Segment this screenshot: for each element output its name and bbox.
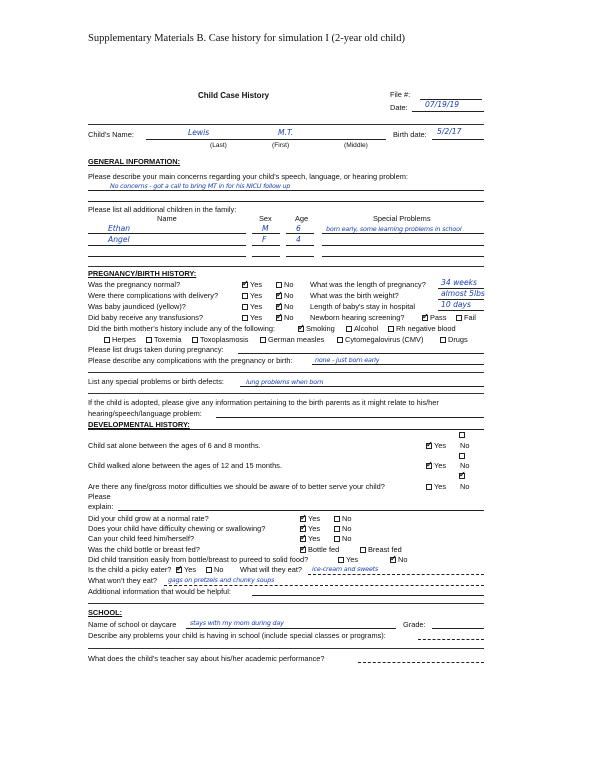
a-defects[interactable]: lung problems when born	[246, 378, 324, 386]
q-will-eat: What will they eat?	[240, 565, 303, 574]
birth-date-value[interactable]: 5/2/17	[437, 127, 462, 136]
q-preg-comp: Please describe any complications with the pregnancy or birth:	[88, 356, 293, 365]
sibling-row-line	[88, 233, 246, 234]
yes-label: Yes	[250, 291, 263, 300]
checkbox-icon	[242, 315, 248, 321]
motor-checked-box[interactable]	[459, 471, 467, 480]
walked-no: No	[460, 461, 470, 470]
checkbox-icon	[334, 526, 340, 532]
dev-heading: DEVELOPMENTAL HISTORY:	[88, 420, 190, 429]
checkbox-icon	[242, 304, 248, 310]
col-sex: Sex	[259, 214, 272, 223]
opt-cmv[interactable]	[337, 335, 423, 344]
no-label: No	[284, 302, 294, 311]
concerns-question: Please describe your main concerns regarding your child’s speech, language, or hearing problem:	[88, 172, 408, 181]
divider	[88, 393, 484, 394]
child-first-name[interactable]: M.T.	[278, 128, 294, 137]
no-label: No	[284, 313, 294, 322]
file-label: File #:	[390, 90, 411, 99]
drugs-line	[238, 353, 484, 354]
opt-breast-fed[interactable]	[360, 545, 402, 554]
a-wont-eat[interactable]: gags on pretzels and chunky soups	[168, 576, 275, 584]
complications-no[interactable]	[276, 291, 293, 300]
divider	[88, 266, 484, 267]
checkbox-checked-icon	[276, 304, 282, 310]
q-school-problems: Describe any problems your child is having in school (include special classes or programs):	[88, 631, 386, 640]
checkbox-icon	[334, 536, 340, 542]
normal-yes[interactable]	[242, 280, 262, 289]
sat-yes[interactable]	[426, 441, 446, 450]
grow-no[interactable]	[334, 514, 351, 523]
q-picky: Is the child a picky eater?	[88, 565, 172, 574]
q-complications: Were there complications with delivery?	[88, 291, 219, 300]
normal-no[interactable]	[276, 280, 293, 289]
yes-label: Yes	[184, 565, 197, 574]
q-transfusions: Did baby receive any transfusions?	[88, 313, 204, 322]
a-preg-comp[interactable]: none - just born early	[315, 356, 380, 364]
sibling-special[interactable]: born early, some learning problems in school	[326, 225, 462, 233]
no-label: No	[284, 291, 294, 300]
birth-date-line	[432, 139, 484, 140]
a-length[interactable]: 34 weeks	[441, 278, 477, 287]
adopt-line-1: If the child is adopted, please give any information pertaining to the birth parents as it might relate to his/her	[88, 398, 439, 407]
yes-label: Yes	[434, 482, 447, 491]
q-jaundiced: Was baby jaundiced (yellow)?	[88, 302, 186, 311]
no-label: No	[398, 555, 408, 564]
sibling-row-line	[252, 245, 280, 246]
birth-date-label: Birth date:	[393, 130, 427, 139]
opt-measles[interactable]	[260, 335, 324, 344]
transfusions-no[interactable]	[276, 313, 293, 322]
q-feed: Can your child feed him/herself?	[88, 534, 194, 543]
checkbox-icon	[338, 557, 344, 563]
walked-yes[interactable]	[426, 461, 446, 470]
sibling-sex[interactable]: M	[262, 224, 269, 233]
checkbox-icon	[146, 337, 152, 343]
opt-drugs[interactable]	[440, 335, 468, 344]
no-label: No	[342, 524, 352, 533]
walked-blank-checkbox[interactable]	[459, 451, 467, 460]
q-drugs: Please list drugs taken during pregnancy:	[88, 345, 224, 354]
divider	[88, 429, 484, 430]
screening-pass[interactable]	[422, 313, 446, 322]
wont-eat-line	[164, 585, 484, 586]
yes-label: Yes	[308, 514, 321, 523]
q-stay: Length of baby’s stay in hospital	[310, 302, 416, 311]
teacher-line	[358, 662, 484, 663]
q-screening: Newborn hearing screening?	[310, 313, 405, 322]
school-heading: SCHOOL:	[88, 608, 123, 617]
smoking-label: Smoking	[306, 324, 335, 333]
picky-no[interactable]	[206, 565, 223, 574]
checkbox-checked-icon	[298, 326, 304, 332]
checkbox-icon	[276, 282, 282, 288]
motor-no: No	[460, 482, 470, 491]
checkbox-checked-icon	[300, 536, 306, 542]
sibling-row-line	[252, 256, 280, 257]
q-length: What was the length of pregnancy?	[310, 280, 426, 289]
transition-yes[interactable]	[338, 555, 358, 564]
checkbox-icon	[459, 453, 465, 459]
checkbox-checked-icon	[276, 315, 282, 321]
checkbox-checked-icon	[426, 463, 432, 469]
sibling-sex[interactable]: F	[262, 235, 267, 244]
q-transition: Did child transition easily from bottle/breast to pureed to solid food?	[88, 555, 309, 564]
checkbox-checked-icon	[242, 282, 248, 288]
a-stay[interactable]: 10 days	[441, 300, 472, 309]
no-label: No	[342, 534, 352, 543]
checkbox-checked-icon	[426, 443, 432, 449]
screening-fail[interactable]	[456, 313, 476, 322]
child-name-label: Child’s Name:	[88, 130, 134, 139]
q-chewing: Does your child have difficulty chewing or swallowing?	[88, 524, 266, 533]
grade-label: Grade:	[403, 620, 426, 629]
opt-alcohol[interactable]	[346, 324, 378, 333]
checkbox-icon	[206, 567, 212, 573]
checkbox-icon	[260, 337, 266, 343]
picky-yes[interactable]	[176, 565, 196, 574]
sibling-row-line	[88, 245, 246, 246]
siblings-question: Please list all additional children in the family:	[88, 205, 237, 214]
cmv-label: Cytomegalovirus (CMV)	[345, 335, 424, 344]
toxo-label: Toxoplasmosis	[200, 335, 249, 344]
col-special: Special Problems	[373, 214, 431, 223]
last-label: (Last)	[210, 142, 227, 149]
sat-no: No	[460, 441, 470, 450]
feed-no[interactable]	[334, 534, 351, 543]
checkbox-checked-icon	[390, 557, 396, 563]
date-label: Date:	[390, 103, 408, 112]
pregnancy-heading: PREGNANCY/BIRTH HISTORY:	[88, 269, 197, 278]
q-mother: Did the birth mother’s history include any of the following:	[88, 324, 276, 333]
sibling-row-line	[252, 233, 280, 234]
opt-toxo[interactable]	[192, 335, 248, 344]
yes-label: Yes	[250, 280, 263, 289]
complications-yes[interactable]	[242, 291, 262, 300]
page-header: Supplementary Materials B. Case history for simulation I (2-year old child)	[88, 33, 405, 44]
chewing-no[interactable]	[334, 524, 351, 533]
please-label: Please	[88, 492, 111, 501]
concerns-answer[interactable]: No concerns - got a call to bring MT in for his NICU follow up	[110, 182, 291, 190]
concerns-line-2	[88, 201, 484, 202]
herpes-label: Herpes	[112, 335, 136, 344]
toxemia-label: Toxemia	[154, 335, 182, 344]
concerns-line	[88, 190, 484, 191]
q-defects: List any special problems or birth defects:	[88, 377, 224, 386]
yes-label: Yes	[434, 441, 447, 450]
jaundiced-yes[interactable]	[242, 302, 262, 311]
q-additional: Additional information that would be helpful:	[88, 587, 231, 596]
alcohol-label: Alcohol	[354, 324, 379, 333]
additional-line	[252, 595, 484, 596]
school-problems-line	[418, 639, 484, 640]
q-grow: Did your child grow at a normal rate?	[88, 514, 209, 523]
fail-label: Fail	[464, 313, 476, 322]
q-bottle: Was the child bottle or breast fed?	[88, 545, 200, 554]
grow-yes[interactable]	[300, 514, 320, 523]
preg-comp-line	[312, 364, 484, 365]
sibling-row-line	[322, 245, 484, 246]
bottle-label: Bottle fed	[308, 545, 340, 554]
yes-label: Yes	[434, 461, 447, 470]
opt-herpes[interactable]	[104, 335, 136, 344]
general-heading: GENERAL INFORMATION:	[88, 157, 181, 166]
grade-line	[432, 628, 484, 629]
sibling-row-line	[286, 256, 314, 257]
q-wont-eat: What won’t they eat?	[88, 576, 158, 585]
no-label: No	[214, 565, 224, 574]
checkbox-icon	[426, 484, 432, 490]
checkbox-icon	[440, 337, 446, 343]
yes-label: Yes	[308, 534, 321, 543]
checkbox-icon	[388, 326, 394, 332]
rh-label: Rh negative blood	[396, 324, 456, 333]
divider	[88, 372, 484, 373]
checkbox-checked-icon	[300, 526, 306, 532]
checkbox-icon	[456, 315, 462, 321]
checkbox-icon	[459, 432, 465, 438]
q-walked: Child walked alone between the ages of 12 and 15 months.	[88, 461, 282, 470]
explain-label: explain:	[88, 502, 114, 511]
sibling-row-line	[322, 233, 484, 234]
middle-label: (Middle)	[344, 142, 368, 149]
checkbox-icon	[192, 337, 198, 343]
checkbox-checked-icon	[300, 516, 306, 522]
checkbox-checked-icon	[459, 473, 465, 479]
sibling-name[interactable]: Angel	[108, 235, 130, 244]
a-will-eat[interactable]: ice-cream and sweets	[312, 565, 379, 573]
checkbox-icon	[346, 326, 352, 332]
divider	[88, 603, 484, 604]
checkbox-icon	[104, 337, 110, 343]
date-line	[412, 111, 484, 112]
yes-label: Yes	[250, 302, 263, 311]
a-weight[interactable]: almost 5lbs	[441, 289, 485, 298]
date-value[interactable]: 07/19/19	[425, 100, 460, 109]
q-sat: Child sat alone between the ages of 6 and 8 months.	[88, 441, 261, 450]
no-label: No	[342, 514, 352, 523]
sibling-age[interactable]: 4	[296, 235, 301, 244]
divider	[88, 648, 484, 649]
motor-yes[interactable]	[426, 482, 446, 491]
adopt-line	[216, 417, 484, 418]
checkbox-checked-icon	[176, 567, 182, 573]
q-weight: What was the birth weight?	[310, 291, 399, 300]
chewing-yes[interactable]	[300, 524, 320, 533]
checkbox-icon	[337, 337, 343, 343]
sibling-row-line	[88, 256, 246, 257]
name-line	[146, 139, 386, 140]
checkbox-icon	[242, 293, 248, 299]
child-last-name[interactable]: Lewis	[188, 128, 210, 137]
col-age: Age	[295, 214, 309, 223]
stay-line	[438, 310, 484, 311]
sibling-row-line	[286, 233, 314, 234]
sibling-name[interactable]: Ethan	[108, 224, 131, 233]
yes-label: Yes	[346, 555, 359, 564]
pass-label: Pass	[430, 313, 447, 322]
checkbox-checked-icon	[276, 293, 282, 299]
opt-toxemia[interactable]	[146, 335, 182, 344]
transition-no[interactable]	[390, 555, 407, 564]
first-label: (First)	[272, 142, 290, 149]
a-school-name[interactable]: stays with my mom during day	[190, 619, 284, 627]
checkbox-icon	[334, 516, 340, 522]
form-title: Child Case History	[198, 91, 270, 100]
opt-smoking[interactable]	[298, 324, 335, 333]
opt-rh[interactable]	[388, 324, 456, 333]
checkbox-icon	[360, 547, 366, 553]
no-label: No	[284, 280, 294, 289]
checkbox-checked-icon	[422, 315, 428, 321]
defects-line	[240, 386, 484, 387]
feed-yes[interactable]	[300, 534, 320, 543]
sibling-row-line	[322, 256, 484, 257]
q-school-name: Name of school or daycare	[88, 620, 177, 629]
sat-blank-checkbox[interactable]	[459, 430, 467, 439]
sibling-row-line	[286, 245, 314, 246]
checkbox-checked-icon	[300, 547, 306, 553]
explain-line	[118, 510, 484, 511]
yes-label: Yes	[308, 524, 321, 533]
will-eat-line	[308, 574, 484, 575]
q-teacher: What does the child’s teacher say about his/her academic performance?	[88, 654, 325, 663]
school-name-line	[186, 628, 396, 629]
q-normal: Was the pregnancy normal?	[88, 280, 181, 289]
yes-label: Yes	[250, 313, 263, 322]
divider	[88, 124, 484, 125]
adopt-line-2: hearing/speech/language problem:	[88, 409, 202, 418]
jaundiced-no[interactable]	[276, 302, 293, 311]
opt-bottle-fed[interactable]	[300, 545, 339, 554]
measles-label: German measles	[268, 335, 325, 344]
drugs-label: Drugs	[448, 335, 468, 344]
breast-label: Breast fed	[368, 545, 402, 554]
col-name: Name	[157, 214, 177, 223]
sibling-age[interactable]: 6	[296, 224, 301, 233]
transfusions-yes[interactable]	[242, 313, 262, 322]
q-motor: Are there any fine/gross motor difficulties we should be aware of to better serve your child?	[88, 482, 385, 491]
